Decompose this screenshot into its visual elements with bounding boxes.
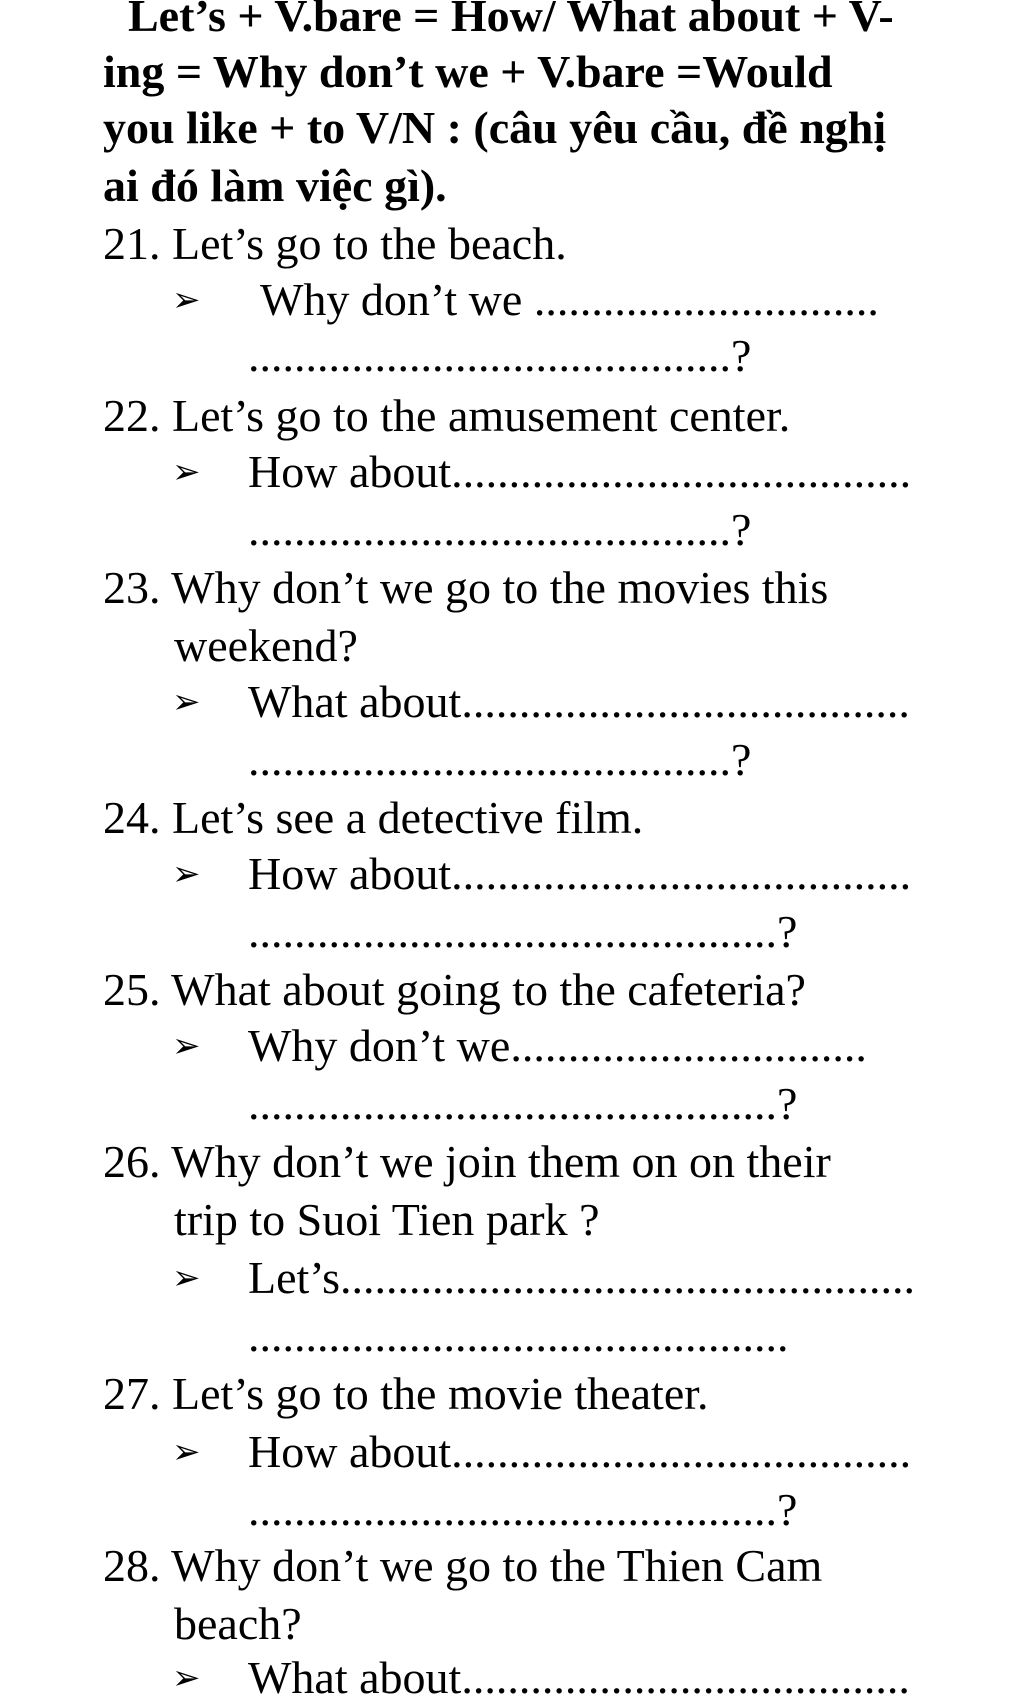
question-number: 22. xyxy=(103,390,161,441)
answer-prompt xyxy=(260,272,879,328)
prompt-text: Let’s xyxy=(248,1252,340,1303)
prompt-text: Why don’t we xyxy=(260,274,534,325)
answer-prompt xyxy=(248,1424,911,1480)
answer-blank[interactable]: ....................................... xyxy=(461,1652,910,1703)
question-26 xyxy=(103,1134,831,1190)
answer-blank-continuation[interactable]: ..............................................? xyxy=(248,906,798,957)
rule-line-1: Let’s + V.bare = How/ What about + V- xyxy=(128,0,894,41)
question-28 xyxy=(103,1538,822,1594)
question-text: Let’s go to the amusement center. xyxy=(172,390,791,441)
question-23-continuation: weekend? xyxy=(174,620,358,671)
answer-prompt xyxy=(248,1018,867,1074)
rule-line-4: ai đó làm việc gì). xyxy=(103,160,447,211)
answer-blank[interactable]: ........................................ xyxy=(451,446,912,497)
answer-blank[interactable]: ........................................ xyxy=(451,848,912,899)
rule-line-2: ing = Why don’t we + V.bare =Would xyxy=(103,46,833,97)
question-25 xyxy=(103,962,806,1018)
rule-line-3: you like + to V/N : (câu yêu cầu, đề nghị xyxy=(103,102,887,153)
arrow-bullet-icon: ➢ xyxy=(172,1658,201,1698)
arrow-bullet-icon: ➢ xyxy=(172,1432,201,1472)
prompt-text: Why don’t we xyxy=(248,1020,511,1071)
prompt-text: How about xyxy=(248,446,452,497)
question-number: 24. xyxy=(103,792,161,843)
answer-prompt xyxy=(248,444,911,500)
answer-prompt xyxy=(248,846,911,902)
question-number: 28. xyxy=(103,1540,161,1591)
question-28-continuation: beach? xyxy=(174,1598,302,1649)
question-number: 25. xyxy=(103,964,161,1015)
arrow-bullet-icon: ➢ xyxy=(172,854,201,894)
arrow-bullet-icon: ➢ xyxy=(172,682,201,722)
question-text: Let’s go to the beach. xyxy=(172,218,567,269)
question-22 xyxy=(103,388,790,444)
question-text: Why don’t we join them on on their xyxy=(171,1136,831,1187)
answer-blank-continuation[interactable]: ............................................... xyxy=(248,1310,789,1361)
question-number: 23. xyxy=(103,562,161,613)
question-26-continuation: trip to Suoi Tien park ? xyxy=(174,1194,600,1245)
question-text: Let’s go to the movie theater. xyxy=(172,1368,709,1419)
answer-blank-continuation[interactable]: ..........................................? xyxy=(248,504,752,555)
question-text: What about going to the cafeteria? xyxy=(171,964,806,1015)
question-24 xyxy=(103,790,643,846)
prompt-text: How about xyxy=(248,848,452,899)
arrow-bullet-icon: ➢ xyxy=(172,1026,201,1066)
question-27 xyxy=(103,1366,709,1422)
question-text: Why don’t we go to the Thien Cam xyxy=(171,1540,823,1591)
arrow-bullet-icon: ➢ xyxy=(172,1258,201,1298)
answer-blank[interactable]: .................................................. xyxy=(339,1252,915,1303)
answer-blank[interactable]: ....................................... xyxy=(461,676,910,727)
answer-prompt xyxy=(248,1250,915,1306)
answer-blank[interactable]: .............................. xyxy=(533,274,879,325)
question-text: Let’s see a detective film. xyxy=(172,792,644,843)
answer-blank[interactable]: ............................... xyxy=(510,1020,867,1071)
answer-blank-continuation[interactable]: ..........................................? xyxy=(248,734,752,785)
prompt-text: What about xyxy=(248,676,462,727)
answer-prompt xyxy=(248,1650,910,1706)
question-number: 26. xyxy=(103,1136,161,1187)
question-number: 21. xyxy=(103,218,161,269)
question-23 xyxy=(103,560,828,616)
answer-blank-continuation[interactable]: ..............................................? xyxy=(248,1078,798,1129)
question-21 xyxy=(103,216,567,272)
question-text: Why don’t we go to the movies this xyxy=(171,562,829,613)
question-number: 27. xyxy=(103,1368,161,1419)
prompt-text: How about xyxy=(248,1426,452,1477)
answer-prompt xyxy=(248,674,910,730)
arrow-bullet-icon: ➢ xyxy=(172,280,201,320)
answer-blank-continuation[interactable]: ..........................................? xyxy=(248,330,752,381)
prompt-text: What about xyxy=(248,1652,462,1703)
answer-blank-continuation[interactable]: ..............................................? xyxy=(248,1484,798,1535)
arrow-bullet-icon: ➢ xyxy=(172,452,201,492)
answer-blank[interactable]: ........................................ xyxy=(451,1426,912,1477)
